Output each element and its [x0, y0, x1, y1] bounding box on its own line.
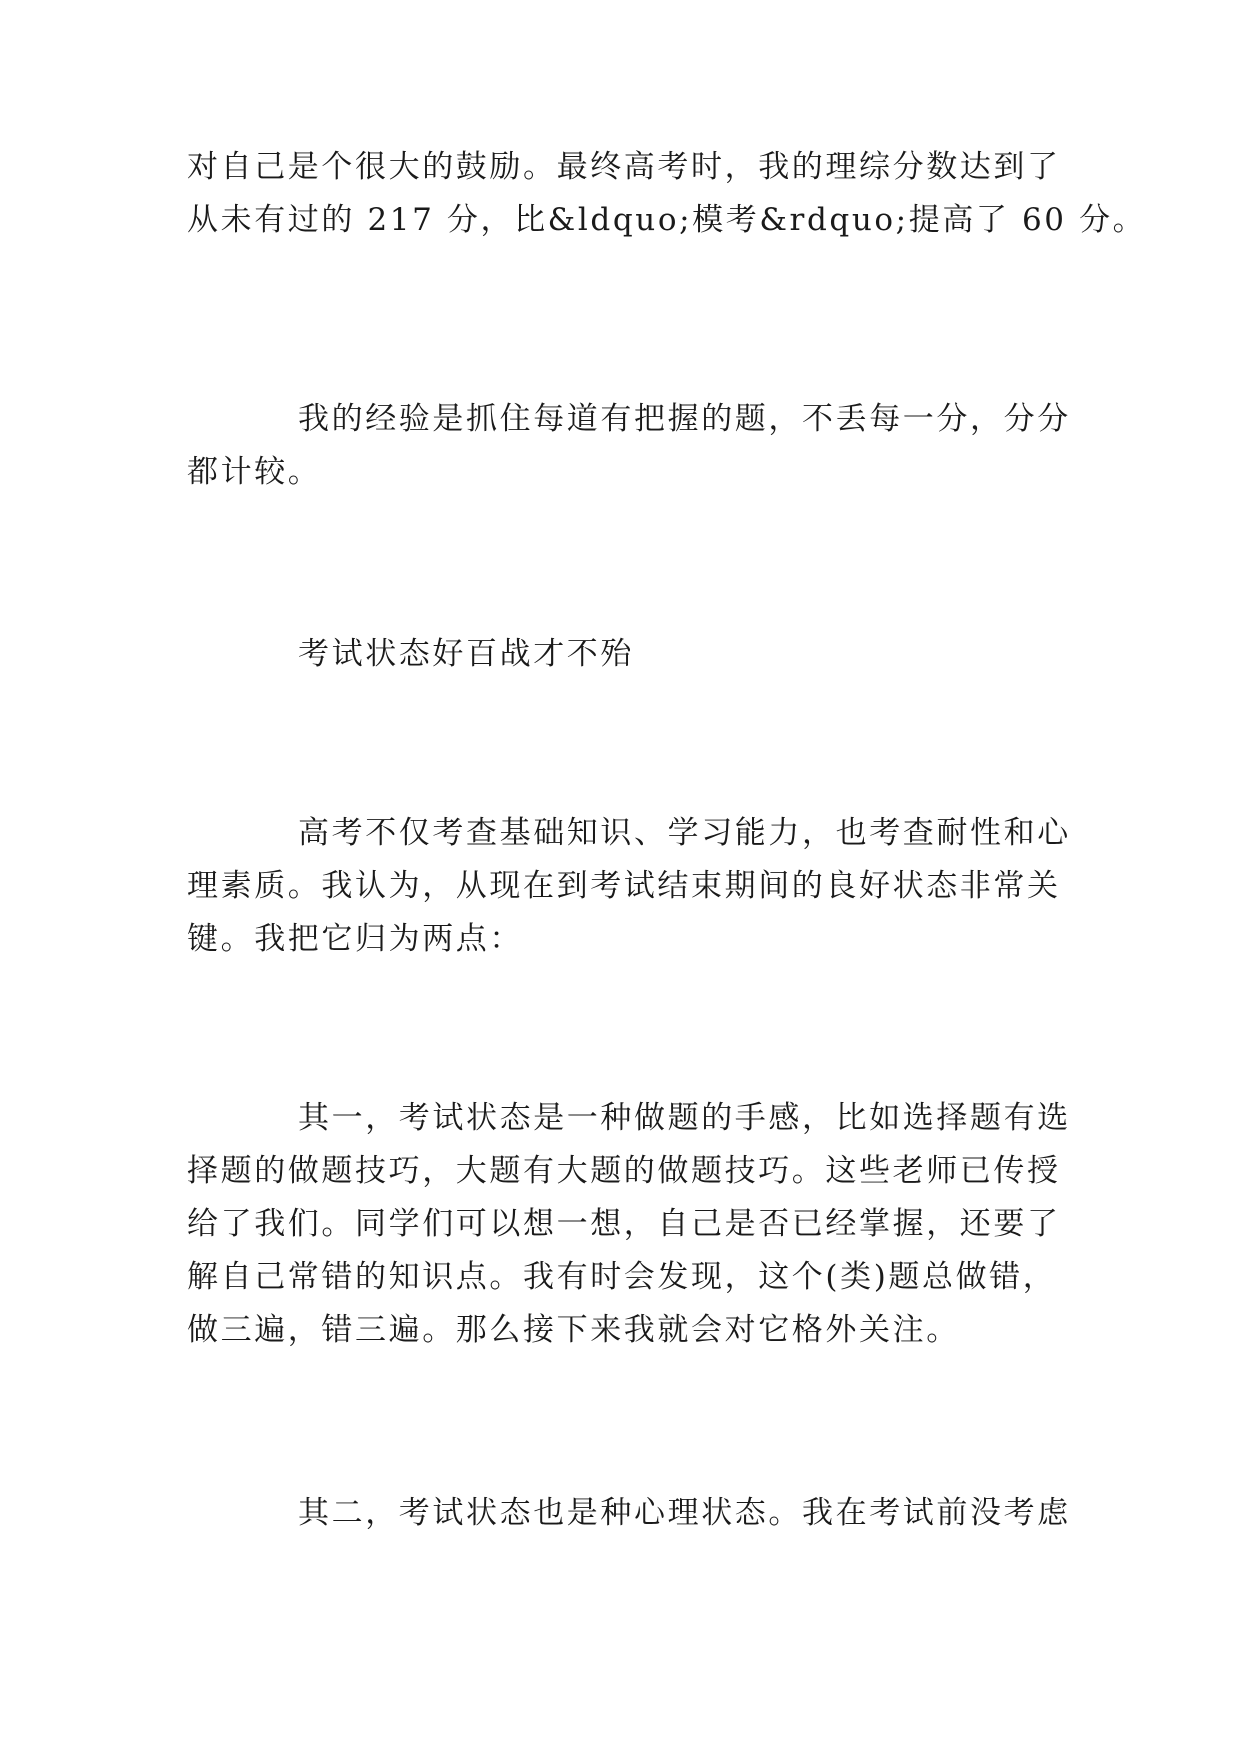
- paragraph-line: 择题的做题技巧，大题有大题的做题技巧。这些老师已传授: [187, 1153, 1061, 1189]
- paragraph-line: 理素质。我认为，从现在到考试结束期间的良好状态非常关: [187, 868, 1061, 904]
- paragraph-line: 对自己是个很大的鼓励。最终高考时，我的理综分数达到了: [187, 149, 1061, 185]
- paragraph-line: 从未有过的 217 分，比&ldquo;模考&rdquo;提高了 60 分。: [187, 202, 1147, 238]
- paragraph-line: 其二，考试状态也是种心理状态。我在考试前没考虑: [298, 1495, 1071, 1531]
- paragraph-line: 做三遍，错三遍。那么接下来我就会对它格外关注。: [187, 1312, 960, 1348]
- paragraph-line: 都计较。: [187, 454, 322, 490]
- paragraph-line: 其一，考试状态是一种做题的手感，比如选择题有选: [298, 1100, 1071, 1136]
- paragraph-line: 键。我把它归为两点：: [187, 921, 523, 957]
- paragraph-line: 高考不仅考查基础知识、学习能力，也考查耐性和心: [298, 815, 1071, 851]
- section-heading: 考试状态好百战才不殆: [298, 636, 634, 672]
- paragraph-line: 我的经验是抓住每道有把握的题，不丢每一分，分分: [298, 401, 1071, 437]
- paragraph-line: 解自己常错的知识点。我有时会发现，这个(类)题总做错，: [187, 1259, 1057, 1295]
- paragraph-line: 给了我们。同学们可以想一想，自己是否已经掌握，还要了: [187, 1206, 1061, 1242]
